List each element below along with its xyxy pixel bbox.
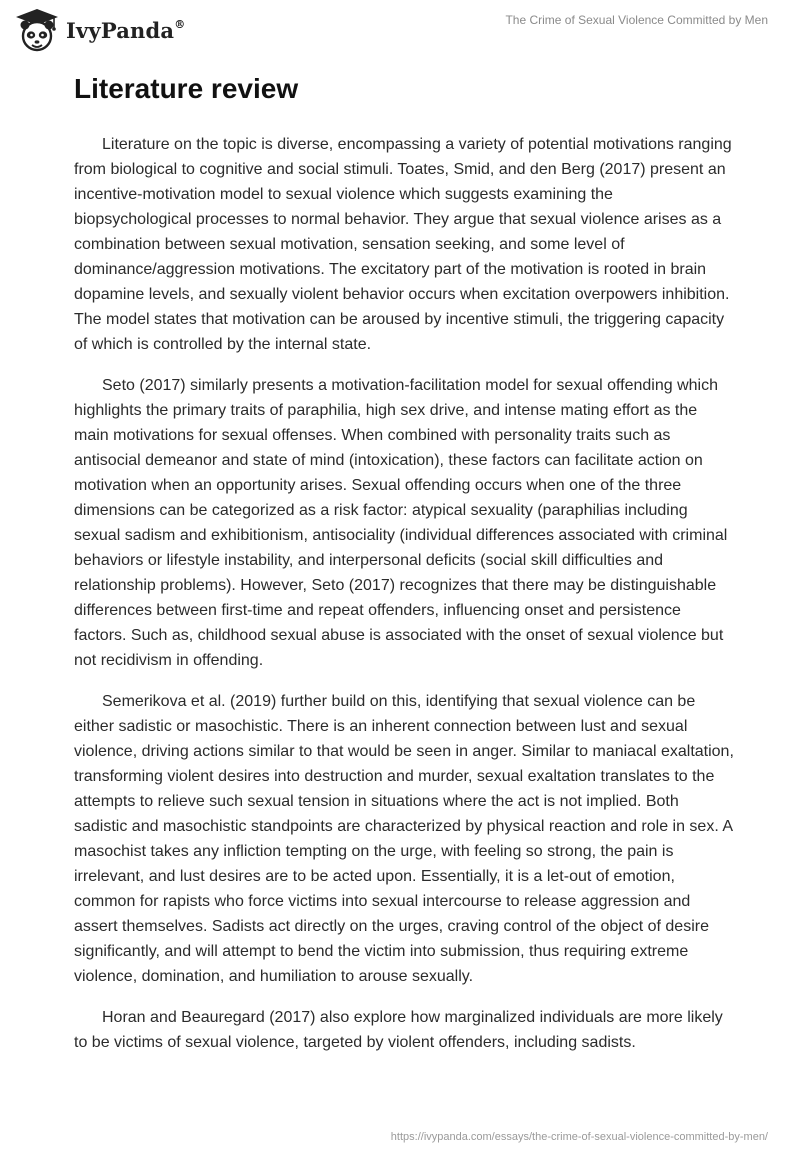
paragraph: Seto (2017) similarly presents a motivation-facilitation model for sexual offending which highlights the primary traits of paraphilia, high sex drive, and intense mating effort as the main motivations for sexual offenses. When combined with personality traits such as antisocial demeanor and state of mind (intoxication), these factors can facilitate action on motivation when an opportunity arises. Sexual offending occurs when one of the three dimensions can be categorized as a risk factor: atypical sexuality (paraphilias including sexual sadism and exhibitionism, antisociality (individual differences associated with criminal behaviors or lifestyle instability, and interpersonal deficits (social skill difficulties and relationship problems). However, Seto (2017) recognizes that there may be distinguishable differences between first-time and repeat offenders, influencing onset and persistence factors. Such as, childhood sexual abuse is associated with the onset of sexual violence but not recidivism in offending. <box>74 377 728 669</box>
source-url[interactable]: https://ivypanda.com/essays/the-crime-of-sexual-violence-committed-by-men/ <box>390 1131 768 1143</box>
panda-graduate-icon <box>14 8 60 52</box>
page-header <box>0 0 800 60</box>
paragraph: Literature on the topic is diverse, encompassing a variety of potential motivations ranging from biological to cognitive and social stimuli. Toates, Smid, and den Berg (2017) present an incentive-motivation model to sexual violence which suggests examining the biopsychological processes to normal behavior. They argue that sexual violence arises as a combination between sexual motivation, sensation seeking, and some level of dominance/aggression motivations. The excitatory part of the motivation is rooted in brain dopamine levels, and sexually violent behavior occurs when excitation overpowers inhibition. The model states that motivation can be aroused by incentive stimuli, the triggering capacity of which is controlled by the internal state. <box>74 136 732 353</box>
article-body <box>74 132 734 1071</box>
brand-name: IvyPanda® <box>66 17 186 43</box>
paragraph: Horan and Beauregard (2017) also explore how marginalized individuals are more likely to be victims of sexual violence, targeted by violent offenders, including sadists. <box>74 1009 723 1051</box>
registered-mark: ® <box>174 17 186 31</box>
document-title: The Crime of Sexual Violence Committed by Men <box>505 13 768 27</box>
section-heading: Literature review <box>74 73 299 104</box>
paragraph: Semerikova et al. (2019) further build on this, identifying that sexual violence can be either sadistic or masochistic. There is an inherent connection between lust and sexual violence, driving actions similar to that would be seen in anger. Similar to maniacal exaltation, transforming violent desires into destruction and murder, sexual exaltation translates to the attempts to relieve such sexual tension in situations where the act is not implied. Both sadistic and masochistic standpoints are characterized by physical reaction and role in sex. A masochist takes any infliction tempting on the urge, with feeling so strong, the pain is irrelevant, and lust desires are to be acted upon. Essentially, it is a let-out of emotion, common for rapists who force victims into sexual intercourse to release aggression and assert themselves. Sadists act directly on the urges, craving control of the object of desire significantly, and will attempt to bend the victim into submission, thus requiring extreme violence, domination, and humiliation to arouse sexually. <box>74 693 734 985</box>
brand-logo[interactable] <box>14 8 185 52</box>
